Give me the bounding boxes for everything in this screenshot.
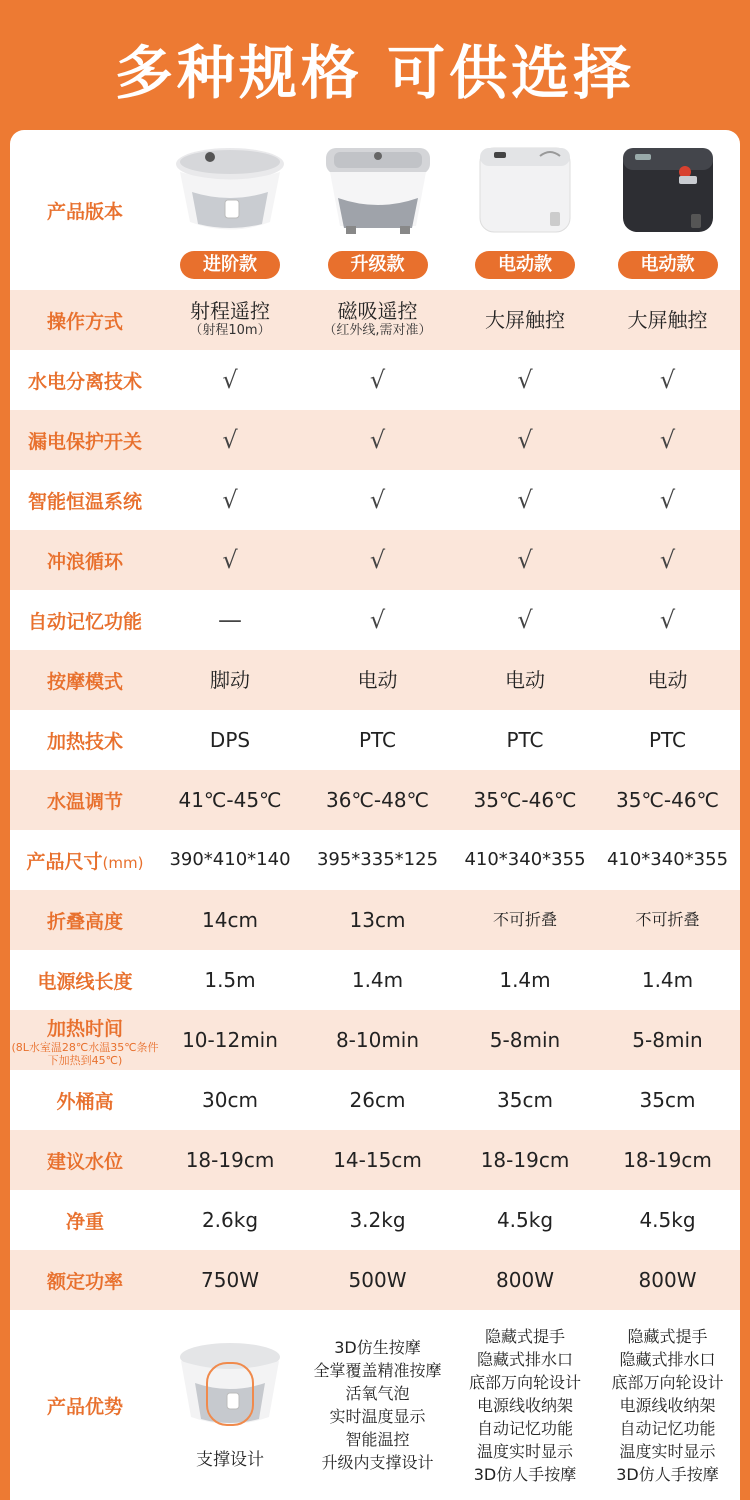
foot-bath-folding-image — [170, 142, 290, 242]
check-mark: √ — [222, 486, 238, 514]
label-temp: 水温调节 — [46, 790, 123, 813]
operation-1-note: （射程10m） — [189, 323, 271, 338]
advantage-item: 隐藏式排水口 — [476, 1349, 573, 1369]
cell-operation-3: 大屏触控 — [485, 308, 565, 332]
cell-fold-4: 不可折叠 — [635, 910, 700, 929]
cell-height-1: 30cm — [202, 1088, 258, 1112]
dash-mark: — — [218, 606, 242, 634]
product-1 — [160, 130, 300, 290]
size-label-text: 产品尺寸 — [26, 850, 103, 873]
advantage-item: 隐藏式提手 — [484, 1326, 565, 1346]
cell-heat-time-2: 8-10min — [335, 1028, 420, 1052]
advantage-item: 活氧气泡 — [345, 1384, 410, 1403]
cell-power-3: 800W — [496, 1268, 554, 1292]
operation-1-value: 射程遥控 — [190, 299, 270, 323]
cell-operation-2 — [300, 290, 455, 350]
row-version — [10, 130, 740, 290]
advantage-item: 隐藏式排水口 — [619, 1349, 716, 1369]
label-massage: 按摩模式 — [46, 670, 123, 693]
check-mark: √ — [659, 426, 676, 454]
check-mark: √ — [517, 606, 533, 634]
cell-power-4: 800W — [638, 1268, 697, 1292]
advantage-item: 隐藏式提手 — [627, 1326, 708, 1346]
product-2-badge: 升级款 — [328, 251, 428, 279]
check-mark: √ — [369, 366, 386, 394]
advantage-item: 温度实时显示 — [619, 1441, 716, 1461]
cell-fold-1: 14cm — [202, 908, 258, 932]
cell-power-2: 500W — [348, 1268, 407, 1292]
row-power — [10, 1250, 740, 1310]
label-cord: 电源线长度 — [37, 970, 133, 993]
cell-cord-2: 1.4m — [351, 968, 404, 992]
cell-power-1: 750W — [201, 1268, 259, 1292]
check-mark: √ — [659, 486, 676, 514]
cell-weight-1: 2.6kg — [201, 1208, 259, 1232]
label-advantages: 产品优势 — [46, 1395, 123, 1418]
cell-height-2: 26cm — [349, 1088, 406, 1112]
cell-heating-tech-3: PTC — [506, 728, 544, 752]
advantage-item: 实时温度显示 — [329, 1407, 426, 1426]
label-thermostat: 智能恒温系统 — [27, 490, 142, 513]
foot-bath-upgrade-image — [318, 142, 438, 242]
label-leakage: 漏电保护开关 — [27, 430, 142, 453]
row-water — [10, 1130, 740, 1190]
product-3 — [455, 130, 595, 290]
label-surf: 冲浪循环 — [46, 550, 123, 573]
check-mark: √ — [369, 606, 386, 634]
cell-advantages-3 — [455, 1310, 595, 1500]
foot-bath-electric-white-image — [470, 142, 580, 242]
row-separation — [10, 350, 740, 410]
label-power: 额定功率 — [46, 1270, 123, 1293]
cell-heat-time-1: 10-12min — [182, 1028, 278, 1052]
cell-size-1: 390*410*140 — [169, 849, 291, 870]
product-4-badge: 电动款 — [618, 251, 718, 279]
cell-size-3: 410*340*355 — [464, 849, 586, 870]
advantage-item: 升级内支撑设计 — [321, 1453, 434, 1472]
advantage-1-item: 支撑设计 — [196, 1450, 264, 1470]
cell-advantages-2 — [300, 1310, 455, 1500]
check-mark: √ — [659, 606, 676, 634]
check-mark: √ — [222, 546, 238, 574]
cell-height-3: 35cm — [497, 1088, 553, 1112]
size-unit: (mm) — [102, 853, 144, 872]
advantage-item: 智能温控 — [345, 1430, 410, 1449]
cell-operation-4: 大屏触控 — [627, 308, 708, 332]
product-4 — [595, 130, 740, 290]
product-3-badge: 电动款 — [475, 251, 575, 279]
heat-time-note: (8L水室温28℃水温35℃条件下加热到45℃) — [11, 1040, 159, 1067]
advantage-item: 温度实时显示 — [476, 1441, 573, 1461]
advantage-item: 3D仿人手按摩 — [473, 1464, 577, 1484]
cell-water-3: 18-19cm — [480, 1148, 570, 1172]
cell-cord-4: 1.4m — [641, 968, 694, 992]
cell-massage-3: 电动 — [505, 668, 545, 692]
cell-massage-1: 脚动 — [210, 668, 250, 692]
cell-weight-3: 4.5kg — [496, 1208, 554, 1232]
label-water: 建议水位 — [46, 1150, 123, 1173]
cell-fold-2: 13cm — [349, 908, 406, 932]
row-height — [10, 1070, 740, 1130]
advantage-item: 底部万向轮设计 — [611, 1372, 724, 1392]
row-heat-time — [10, 1010, 740, 1070]
support-design-image — [175, 1339, 285, 1439]
row-operation — [10, 290, 740, 350]
check-mark: √ — [222, 366, 238, 394]
label-weight: 净重 — [65, 1210, 104, 1233]
cell-heating-tech-2: PTC — [358, 728, 397, 752]
label-separation: 水电分离技术 — [27, 370, 142, 393]
advantage-item: 3D仿生按摩 — [334, 1338, 421, 1357]
label-version: 产品版本 — [46, 200, 123, 223]
advantage-item: 电源线收纳架 — [619, 1395, 716, 1415]
cell-temp-4: 35℃-46℃ — [615, 788, 720, 812]
cell-heat-time-4: 5-8min — [632, 1028, 703, 1052]
row-advantages — [10, 1310, 740, 1500]
row-temp — [10, 770, 740, 830]
cell-temp-2: 36℃-48℃ — [325, 788, 430, 812]
cell-height-4: 35cm — [639, 1088, 696, 1112]
check-mark: √ — [659, 366, 676, 394]
advantage-item: 3D仿人手按摩 — [616, 1464, 719, 1484]
cell-advantages-4 — [595, 1310, 740, 1500]
advantage-item: 自动记忆功能 — [476, 1418, 573, 1438]
cell-heat-time-3: 5-8min — [489, 1028, 561, 1052]
page-title: 多种规格 可供选择 — [114, 39, 636, 107]
cell-temp-3: 35℃-46℃ — [473, 788, 577, 812]
cell-size-2: 395*335*125 — [316, 849, 439, 870]
row-fold — [10, 890, 740, 950]
cell-water-4: 18-19cm — [623, 1148, 712, 1172]
label-heat-time — [10, 1010, 160, 1070]
cell-temp-1: 41℃-45℃ — [178, 788, 282, 812]
advantage-item: 电源线收纳架 — [476, 1395, 573, 1415]
row-massage — [10, 650, 740, 710]
cell-weight-2: 3.2kg — [349, 1208, 406, 1232]
check-mark: √ — [517, 486, 533, 514]
cell-heating-tech-1: DPS — [209, 728, 251, 752]
label-heating-tech: 加热技术 — [46, 730, 123, 753]
check-mark: √ — [369, 546, 386, 574]
row-heating-tech — [10, 710, 740, 770]
label-operation: 操作方式 — [46, 310, 123, 333]
row-leakage — [10, 410, 740, 470]
cell-water-1: 18-19cm — [185, 1148, 275, 1172]
product-2 — [300, 130, 455, 290]
advantage-item: 自动记忆功能 — [619, 1418, 716, 1438]
advantage-item: 底部万向轮设计 — [468, 1372, 581, 1392]
row-weight — [10, 1190, 740, 1250]
check-mark: √ — [369, 426, 386, 454]
cell-cord-1: 1.5m — [204, 968, 256, 992]
heat-time-label-text: 加热时间 — [46, 1017, 123, 1040]
cell-advantages-1 — [160, 1310, 300, 1500]
cell-heating-tech-4: PTC — [648, 728, 687, 752]
foot-bath-electric-black-image — [613, 142, 723, 242]
comparison-table — [10, 130, 740, 1500]
cell-massage-2: 电动 — [357, 668, 398, 692]
operation-2-note: （红外线,需对准） — [323, 323, 432, 338]
check-mark: √ — [369, 486, 386, 514]
check-mark: √ — [659, 546, 676, 574]
row-thermostat — [10, 470, 740, 530]
check-mark: √ — [517, 546, 533, 574]
label-size — [10, 830, 160, 890]
cell-cord-3: 1.4m — [499, 968, 551, 992]
check-mark: √ — [222, 426, 238, 454]
check-mark: √ — [517, 366, 533, 394]
row-size — [10, 830, 740, 890]
label-memory: 自动记忆功能 — [27, 610, 142, 633]
cell-operation-1 — [160, 290, 300, 350]
cell-weight-4: 4.5kg — [639, 1208, 696, 1232]
operation-2-value: 磁吸遥控 — [337, 299, 418, 323]
label-height: 外桶高 — [56, 1090, 114, 1113]
cell-size-4: 410*340*355 — [606, 849, 729, 870]
row-memory — [10, 590, 740, 650]
cell-massage-4: 电动 — [647, 668, 688, 692]
product-1-badge: 进阶款 — [180, 251, 280, 279]
cell-water-2: 14-15cm — [333, 1148, 422, 1172]
check-mark: √ — [517, 426, 533, 454]
advantage-item: 全掌覆盖精准按摩 — [313, 1361, 442, 1380]
cell-fold-3: 不可折叠 — [492, 910, 557, 929]
row-cord — [10, 950, 740, 1010]
row-surf — [10, 530, 740, 590]
label-fold: 折叠高度 — [46, 910, 123, 933]
